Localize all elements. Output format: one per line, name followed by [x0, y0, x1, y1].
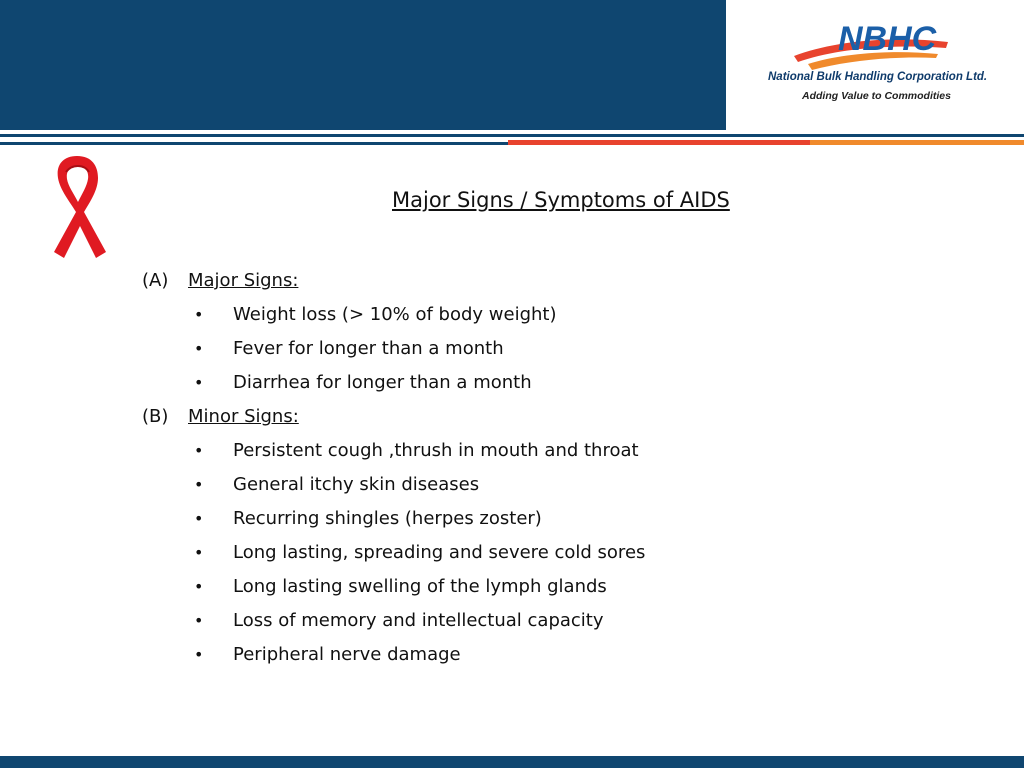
company-logo — [726, 0, 1024, 130]
logo-text: NBHC — [838, 20, 937, 58]
nbhc-logo-graphic — [726, 0, 1024, 130]
section-label: Minor Signs: — [188, 406, 299, 427]
divider-stripe-orange — [810, 140, 1024, 145]
red-ribbon-icon — [42, 152, 112, 268]
company-name: National Bulk Handling Corporation Ltd. — [768, 71, 988, 83]
footer-band — [0, 756, 1024, 768]
list-item: • Loss of memory and intellectual capacity — [142, 604, 782, 638]
divider-stripe-blue — [0, 142, 508, 145]
list-item: • Weight loss (> 10% of body weight) — [142, 298, 782, 332]
divider-stripe-red — [508, 140, 810, 145]
signs-list — [142, 264, 782, 672]
list-item: • Diarrhea for longer than a month — [142, 366, 782, 400]
bullet-icon: • — [194, 441, 204, 460]
header-band — [0, 0, 726, 130]
bullet-icon: • — [194, 339, 204, 358]
list-item: • Long lasting swelling of the lymph glands — [142, 570, 782, 604]
bullet-icon: • — [194, 645, 204, 664]
list-item: • Peripheral nerve damage — [142, 638, 782, 672]
bullet-icon: • — [194, 305, 204, 324]
list-item: • Fever for longer than a month — [142, 332, 782, 366]
bullet-icon: • — [194, 611, 204, 630]
bullet-icon: • — [194, 373, 204, 392]
list-item: • Persistent cough ,thrush in mouth and throat — [142, 434, 782, 468]
company-tagline: Adding Value to Commodities — [802, 90, 951, 102]
list-item: • General itchy skin diseases — [142, 468, 782, 502]
divider-stripe — [0, 134, 1024, 137]
list-item: • Recurring shingles (herpes zoster) — [142, 502, 782, 536]
section-heading: (B) Minor Signs: — [142, 406, 299, 427]
bullet-icon: • — [194, 509, 204, 528]
section-label: Major Signs: — [188, 270, 299, 291]
section-heading: (A) Major Signs: — [142, 270, 299, 291]
list-item: • Long lasting, spreading and severe cold sores — [142, 536, 782, 570]
bullet-icon: • — [194, 577, 204, 596]
bullet-icon: • — [194, 475, 204, 494]
bullet-icon: • — [194, 543, 204, 562]
slide-title: Major Signs / Symptoms of AIDS — [392, 188, 730, 212]
